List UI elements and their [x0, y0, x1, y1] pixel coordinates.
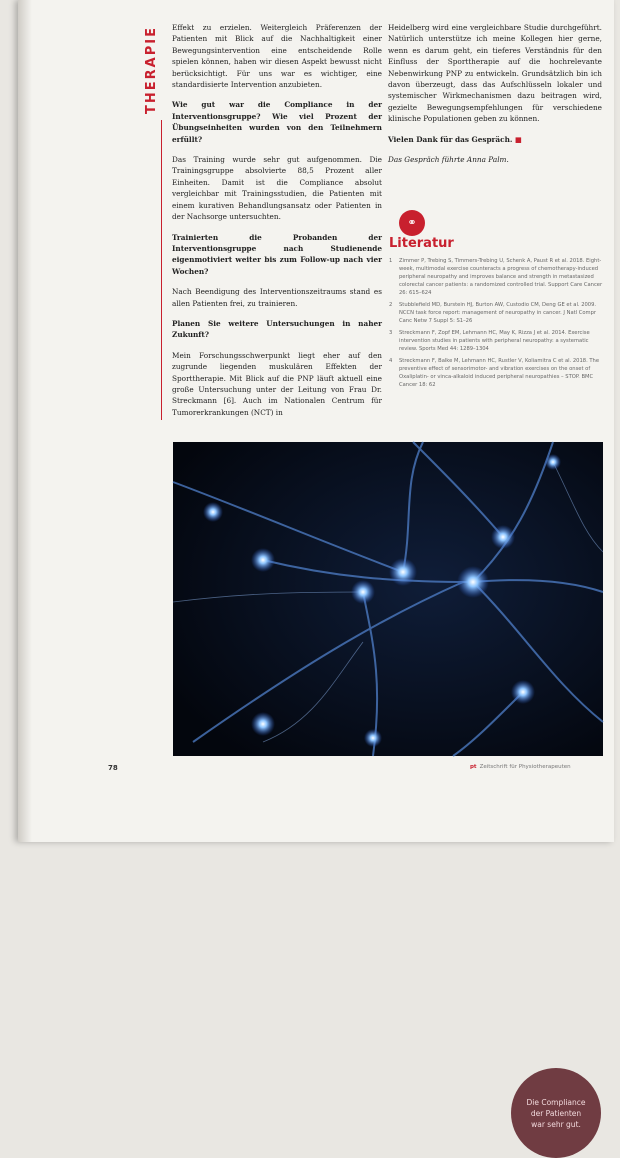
- image-caption-callout: Die Compliance der Patienten war sehr gut.: [511, 1068, 601, 1158]
- journal-footer: [470, 764, 571, 770]
- literature-item-text: Streckmann F, Balke M, Lehmann HC, Rustler V, Koliamitra C et al. 2018. The preventive effect of sensorimotor- and vibration exercises on the onset of Oxaliplatin- or vinca-alkaloid induced peripheral neuropathies – STOP. BMC Cancer 18: 62: [399, 358, 600, 388]
- link-badge-icon: ⚭: [399, 210, 425, 236]
- interview-question: Planen Sie weitere Untersuchungen in naher Zukunft?: [172, 318, 382, 340]
- literature-item: [389, 357, 603, 389]
- interview-question: Wie gut war die Compliance in der Interventionsgruppe? Wie viel Prozent der Übungseinheiten wurden von den Teilnehmern erfüllt?: [172, 100, 382, 144]
- literature-item-text: Stubblefield MD, Burstein HJ, Burton AW, Custodio CM, Deng GE et al. 2009. NCCN task force report: management of neuropathy in cancer. J Natl Compr Canc Netw 7 Suppl 5: S1–26: [399, 302, 597, 324]
- end-mark-icon: ■: [514, 134, 522, 144]
- interviewer-signature: Das Gespräch führte Anna Palm.: [388, 155, 509, 165]
- magazine-page: [18, 0, 614, 1129]
- page-fold-shadow: [18, 0, 32, 842]
- thanks-text: Vielen Dank für das Gespräch.: [388, 134, 513, 144]
- literature-item: [389, 329, 603, 353]
- paragraph: Nach Beendigung des Interventionszeitraums stand es allen Patienten frei, zu trainieren.: [172, 287, 382, 308]
- literature-item: [389, 301, 603, 325]
- literature-item-number: 3: [389, 330, 393, 336]
- literature-item-number: 4: [389, 358, 393, 364]
- neuron-illustration: [173, 442, 603, 756]
- literature-item-text: Streckmann F, Zopf EM, Lehmann HC, May K, Rizza J et al. 2014. Exercise intervention studies in patients with peripheral neuropathy: a systematic review. Sports Med 44: 1289–1304: [399, 330, 590, 352]
- page-number: 78: [108, 764, 118, 772]
- paragraph: Mein Forschungsschwerpunkt liegt eher auf den zugrunde liegenden muskulären Effekten der Sporttherapie. Mit Blick auf die PNP läuft aktuell eine große Untersuchung unter der Leitung von Frau Dr. Streckmann [6]. Auch im Nationalen Centrum für Tumorerkrankungen (NCT) in: [172, 350, 382, 417]
- closing-thanks: [388, 134, 602, 145]
- paragraph: Effekt zu erzielen. Weitergleich Präferenzen der Patienten mit Blick auf die Nachhaltigkeit einer Bewegungsintervention eine entscheidende Rolle spielen können, haben wir diesen Aspekt bewusst nicht berücksichtigt. Für uns war es wichtiger, eine standardisierte Intervention anzubieten.: [172, 23, 382, 90]
- literature-list: [389, 257, 603, 393]
- interview-question: Trainierten die Probanden der Interventionsgruppe nach Studienende eigenmotiviert weiter bis zum Follow-up nach vier Wochen?: [172, 232, 382, 276]
- literature-item-text: Zimmer P, Trebing S, Timmers-Trebing U, Schenk A, Paust R et al. 2018. Eight-week, multimodal exercise counteracts a progress of chemotherapy-induced peripheral neuropathy and improves balance and strength in metastasized colorectal cancer patients: a randomized controlled trial. Support Care Cancer 26: 615–624: [399, 258, 603, 296]
- section-divider: [161, 120, 162, 420]
- literature-heading: Literatur: [389, 236, 454, 251]
- journal-brand: pt: [470, 764, 477, 770]
- article-column-left: [172, 22, 382, 427]
- paragraph: Das Training wurde sehr gut aufgenommen. Die Trainingsgruppe absolvierte 88,5 Prozent aller Einheiten. Damit ist die Compliance absolut vergleichbar mit Trainingsstudien, die Patienten mit einem kurativen Behandlungsansatz oder Patienten in der Nachsorge untersuchten.: [172, 155, 382, 222]
- paragraph: Heidelberg wird eine vergleichbare Studie durchgeführt. Natürlich unterstütze ich meine Kollegen hier gerne, wenn es darum geht, ein tieferes Verständnis für den Einfluss der Sporttherapie auf die hochrelevante Nebenwirkung PNP zu entwickeln. Grundsätzlich bin ich davon überzeugt, dass das Aufschlüsseln lokaler und systemischer Wirkmechanismen dazu beitragen wird, gezielte Bewegungsempfehlungen für verschiedene klinische Populationen geben zu können.: [388, 23, 602, 124]
- literature-item-number: 2: [389, 302, 393, 308]
- journal-name: Zeitschrift für Physiotherapeuten: [479, 764, 571, 770]
- article-column-right: [388, 22, 602, 174]
- section-label: THERAPIE: [144, 26, 159, 114]
- literature-item: [389, 257, 603, 297]
- literature-item-number: 1: [389, 258, 393, 264]
